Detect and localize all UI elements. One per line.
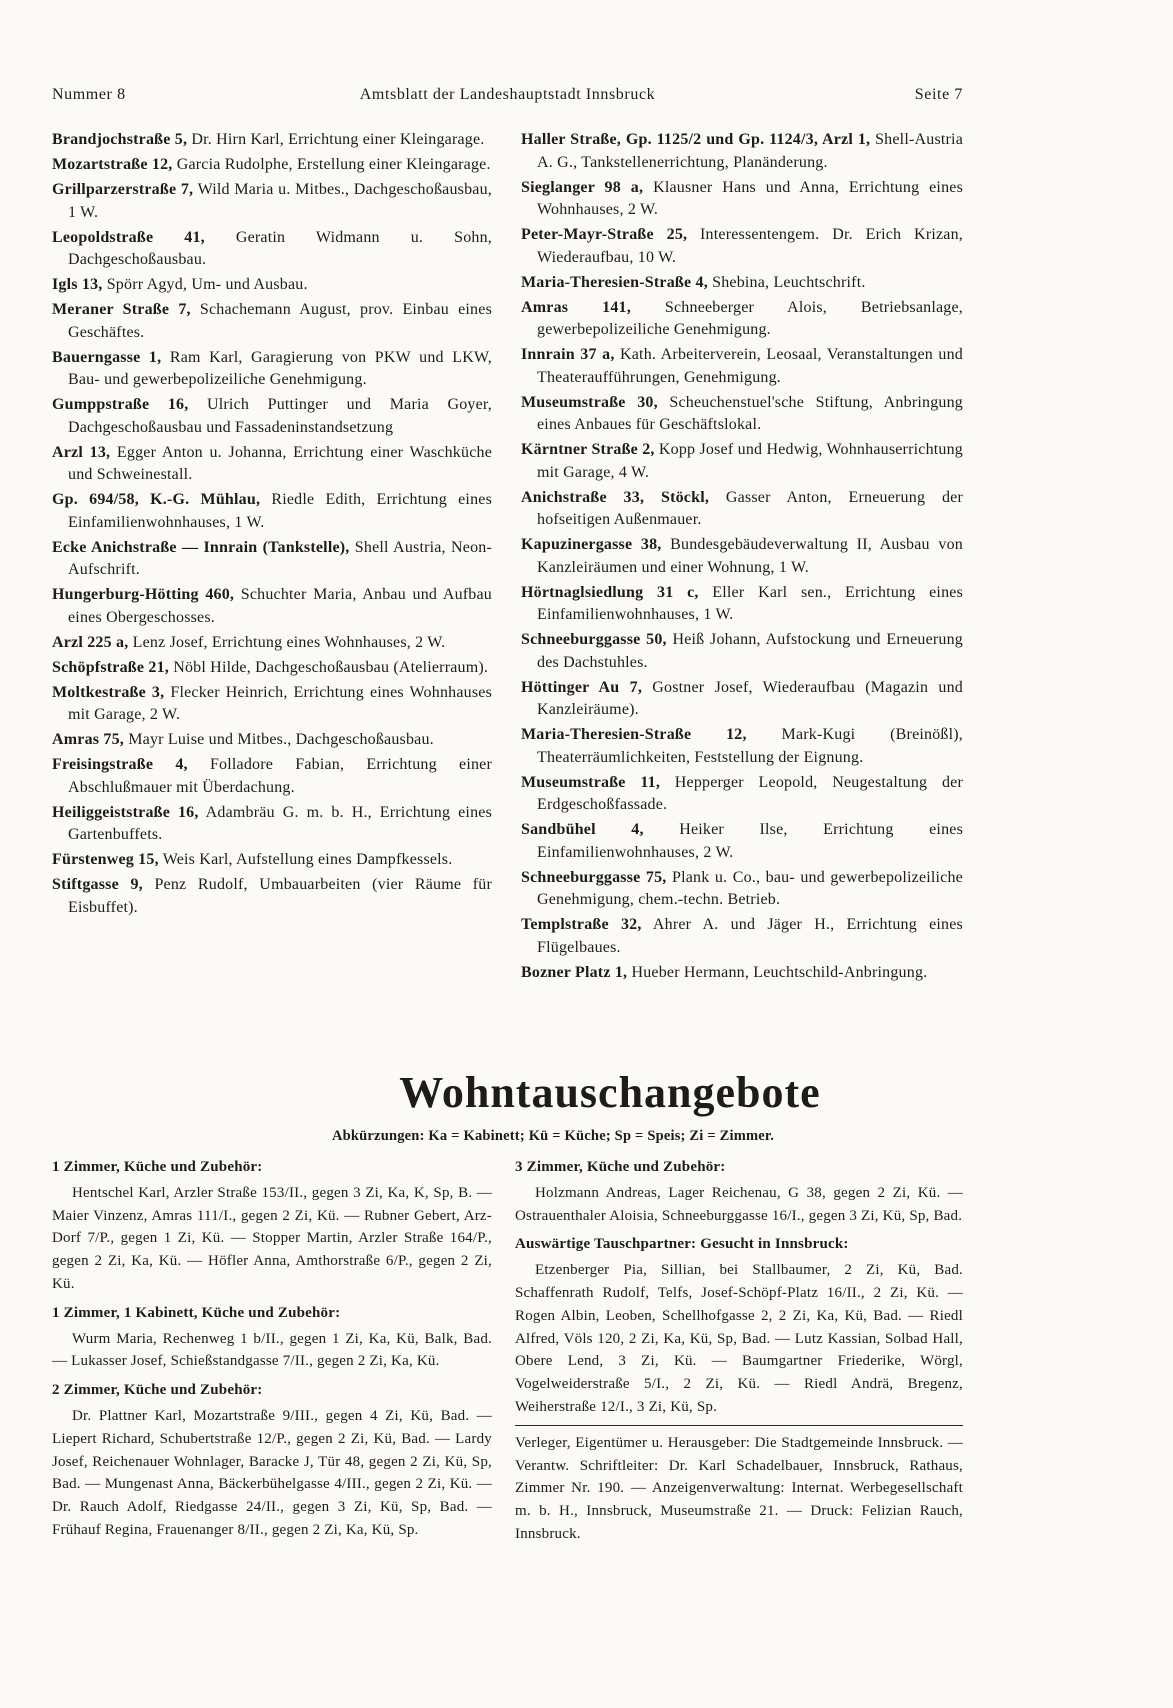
permit-entry	[521, 724, 963, 769]
permit-entry	[521, 677, 963, 722]
publication-title: Amtsblatt der Landeshauptstadt Innsbruck	[359, 86, 656, 103]
entry-description: Wild Maria u. Mitbes., Dachgeschoßausbau, 1 W.	[68, 181, 492, 221]
entry-description: Mark-Kugi (Breinößl), Theaterräumlichkeiten, Feststellung der Eignung.	[537, 726, 963, 766]
entry-location: Haller Straße, Gp. 1125/2 und Gp. 1124/3, Arzl 1,	[521, 131, 871, 148]
entry-location: Grillparzerstraße 7,	[52, 181, 194, 198]
entry-description: Adambräu G. m. b. H., Errichtung eines Gartenbuffets.	[68, 803, 493, 843]
entry-description: Penz Rudolf, Umbauarbeiten (vier Räume für Eisbuffet).	[68, 876, 493, 916]
permit-entry	[521, 629, 963, 674]
entry-description: Egger Anton u. Johanna, Errichtung einer Waschküche und Schweinestall.	[68, 443, 493, 483]
entry-location: Heiliggeiststraße 16,	[52, 803, 199, 821]
entry-location: Moltkestraße 3,	[52, 683, 165, 701]
page-number: Seite 7	[914, 86, 963, 103]
entry-description: Ram Karl, Garagierung von PKW und LKW, Bau- und gewerbepolizeiliche Genehmigung.	[68, 348, 493, 388]
permit-entry	[52, 442, 492, 487]
exchange-listing: Dr. Plattner Karl, Mozartstraße 9/III., gegen 4 Zi, Kü, Bad. — Liepert Richard, Schubertstraße 12/P., gegen 2 Zi, Kü, Bad. — Lardy Josef, Reichenauer Wohnlager, Baracke J, Tür 48, gegen 2 Zi, Kü, Sp, Bad. — Mungenast Anna, Bäckerbühelgasse 4/III., gegen 2 Zi, Kü. — Dr. Rauch Adolf, Riedgasse 24/II., gegen 3 Zi, Kü, Sp, Bad. — Frühauf Regina, Frauenanger 8/II., gegen 2 Zi, Ka, Kü, Sp.	[52, 1407, 492, 1538]
permit-entry	[52, 179, 492, 224]
entry-description: Kath. Arbeiterverein, Leosaal, Veranstaltungen und Theateraufführungen, Genehmigung.	[537, 346, 963, 386]
entry-location: Fürstenweg 15,	[52, 851, 159, 868]
entry-description: Gostner Josef, Wiederaufbau (Magazin und Kanzleiräume).	[537, 678, 963, 718]
entry-location: Peter-Mayr-Straße 25,	[521, 226, 688, 243]
exchange-listing: Etzenberger Pia, Sillian, bei Stallbaumer, 2 Zi, Kü, Bad. Schaffenrath Rudolf, Telfs, Josef-Schöpf-Platz 16/II., 2 Zi, Kü. — Rogen Albin, Leoben, Schellhofgasse 2, 2 Zi, Ka, Kü, Bad. — Riedl Alfred, Völs 120, 2 Zi, Ka, Kü, Sp, Bad. — Lutz Kassian, Solbad Hall, Obere Lend, 3 Zi, Kü. — Baumgartner Friederike, Wörgl, Vogelweiderstraße 5/I., 2 Zi, Kü. — Riedl Andrä, Bregenz, Weiherstraße 12/I., 3 Zi, Kü, Sp.	[515, 1262, 963, 1415]
imprint: Verleger, Eigentümer u. Herausgeber: Die Stadtgemeinde Innsbruck. — Verantw. Schriftleiter: Dr. Karl Schadelbauer, Innsbruck, Rathaus, Zimmer Nr. 190. — Anzeigenverwaltung: Internat. Werbegesellschaft m. b. H., Innsbruck, Museumstraße 21. — Druck: Felizian Rauch, Innsbruck.	[515, 1434, 963, 1542]
entry-location: Schöpfstraße 21,	[52, 658, 169, 676]
permit-entry	[52, 394, 492, 439]
exchange-listing: Holzmann Andreas, Lager Reichenau, G 38, gegen 2 Zi, Kü. — Ostrauenthaler Aloisia, Schneeburggasse 16/I., gegen 3 Zi, Kü, Sp, Bad.	[515, 1184, 963, 1224]
permit-entry	[521, 962, 963, 985]
entry-description: Kopp Josef und Hedwig, Wohnhauserrichtung mit Garage, 4 W.	[537, 441, 964, 481]
permit-entry	[52, 849, 492, 872]
entry-location: Templstraße 32,	[521, 916, 642, 933]
entry-location: Amras 141,	[521, 298, 631, 316]
entry-description: Ahrer A. und Jäger H., Errichtung eines Flügelbaues.	[537, 916, 963, 956]
entry-description: Flecker Heinrich, Errichtung eines Wohnhauses mit Garage, 2 W.	[68, 683, 493, 723]
exchange-heading: 1 Zimmer, Küche und Zubehör:	[52, 1159, 263, 1175]
entry-description: Garcia Rudolphe, Erstellung einer Kleingarage.	[176, 156, 491, 173]
entry-description: Heiß Johann, Aufstockung und Erneuerung des Dachstuhles.	[537, 631, 964, 671]
entry-description: Riedle Edith, Errichtung eines Einfamilienwohnhauses, 1 W.	[68, 491, 493, 531]
entry-description: Eller Karl sen., Errichtung eines Einfamilienwohnhauses, 1 W.	[537, 583, 963, 623]
entry-description: Klausner Hans und Anna, Errichtung eines Wohnhauses, 2 W.	[537, 178, 964, 218]
entry-location: Gp. 694/58, K.-G. Mühlau,	[52, 491, 261, 508]
entry-description: Ulrich Puttinger und Maria Goyer, Dachgeschoßausbau und Fassadeninstandsetzung	[68, 396, 493, 436]
entry-description: Folladore Fabian, Errichtung einer Abschlußmauer mit Überdachung.	[68, 756, 492, 796]
entry-location: Bozner Platz 1,	[521, 963, 628, 981]
permit-entry	[521, 129, 963, 174]
entry-description: Spörr Agyd, Um- und Ausbau.	[106, 276, 308, 293]
entry-location: Igls 13,	[52, 276, 103, 293]
entry-description: Mayr Luise und Mitbes., Dachgeschoßausbau.	[128, 731, 434, 748]
exchange-column-left	[52, 1156, 492, 1548]
entry-location: Ecke Anichstraße — Innrain (Tankstelle),	[52, 538, 350, 556]
entry-description: Schachemann August, prov. Einbau eines Geschäftes.	[68, 301, 492, 341]
permit-entry	[52, 584, 492, 629]
entry-description: Lenz Josef, Errichtung eines Wohnhauses, 2 W.	[132, 633, 446, 651]
entry-description: Hueber Hermann, Leuchtschild-Anbringung.	[631, 963, 928, 981]
permit-entry	[521, 867, 963, 912]
entry-description: Schneeberger Alois, Betriebsanlage, gewerbepolizeiliche Genehmigung.	[537, 298, 963, 338]
entry-location: Hörtnaglsiedlung 31 c,	[521, 583, 699, 601]
entry-location: Anichstraße 33, Stöckl,	[521, 488, 710, 506]
permit-entry	[521, 439, 963, 484]
entry-location: Leopoldstraße 41,	[52, 228, 205, 246]
entry-location: Freisingstraße 4,	[52, 756, 188, 773]
permits-column-right	[521, 129, 963, 987]
entry-description: Gasser Anton, Erneuerung der hofseitigen Außenmauer.	[537, 488, 963, 528]
exchange-heading: 3 Zimmer, Küche und Zubehör:	[515, 1159, 726, 1175]
permit-entry	[52, 489, 492, 534]
permit-entry	[52, 657, 492, 680]
exchange-listing: Wurm Maria, Rechenweg 1 b/II., gegen 1 Zi, Ka, Kü, Balk, Bad. — Lukasser Josef, Schießstandgasse 7/II., gegen 2 Zi, Ka, Kü.	[52, 1330, 492, 1370]
entry-location: Museumstraße 30,	[521, 393, 658, 411]
entry-location: Mozartstraße 12,	[52, 156, 173, 173]
entry-location: Höttinger Au 7,	[521, 678, 643, 696]
permit-entry	[52, 274, 492, 297]
entry-location: Maria-Theresien-Straße 4,	[521, 273, 708, 291]
entry-location: Gumppstraße 16,	[52, 396, 189, 413]
entry-description: Scheuchenstuel'sche Stiftung, Anbringung eines Anbaues für Geschäftslokal.	[537, 393, 963, 433]
entry-description: Plank u. Co., bau- und gewerbepolizeiliche Genehmigung, chem.-techn. Betrieb.	[537, 868, 963, 908]
entry-location: Hungerburg-Hötting 460,	[52, 586, 235, 603]
section-title: Wohntauschangebote	[399, 1068, 821, 1117]
permit-entry	[52, 347, 492, 392]
permit-entry	[52, 632, 492, 655]
entry-location: Meraner Straße 7,	[52, 301, 191, 318]
entry-location: Maria-Theresien-Straße 12,	[521, 726, 747, 743]
exchange-heading: 2 Zimmer, Küche und Zubehör:	[52, 1382, 263, 1399]
entry-description: Weis Karl, Aufstellung eines Dampfkessels.	[162, 851, 453, 868]
entry-location: Schneeburggasse 50,	[521, 631, 667, 648]
exchange-heading: Auswärtige Tauschpartner: Gesucht in Innsbruck:	[515, 1236, 849, 1253]
entry-description: Shebina, Leuchtschrift.	[712, 273, 866, 291]
entry-location: Sandbühel 4,	[521, 821, 644, 838]
permit-entry	[521, 914, 963, 959]
entry-location: Arzl 13,	[52, 443, 111, 461]
permit-entry	[52, 802, 492, 847]
entry-description: Hepperger Leopold, Neugestaltung der Erdgeschoßfassade.	[537, 773, 963, 813]
permit-entry	[52, 299, 492, 344]
exchange-column-right	[515, 1156, 963, 1546]
entry-location: Kärntner Straße 2,	[521, 441, 655, 458]
entry-description: Bundesgebäudeverwaltung II, Ausbau von Kanzleiräumen und einer Wohnung, 1 W.	[537, 536, 963, 576]
entry-description: Schuchter Maria, Anbau und Aufbau eines Obergeschosses.	[68, 586, 493, 626]
abbreviations-legend: Abkürzungen: Ka = Kabinett; Kü = Küche; Sp = Speis; Zi = Zimmer.	[331, 1128, 775, 1144]
permit-entry	[52, 682, 492, 727]
permit-entry	[521, 487, 963, 532]
permit-entry	[521, 819, 963, 864]
issue-number: Nummer 8	[52, 86, 126, 103]
entry-location: Innrain 37 a,	[521, 346, 615, 363]
divider	[515, 1425, 963, 1426]
entry-description: Geratin Widmann u. Sohn, Dachgeschoßausbau.	[68, 228, 493, 268]
permits-column-left	[52, 129, 492, 922]
permit-entry	[52, 874, 492, 919]
entry-location: Bauerngasse 1,	[52, 348, 162, 366]
entry-location: Museumstraße 11,	[521, 773, 661, 791]
entry-location: Arzl 225 a,	[52, 633, 129, 651]
permit-entry	[52, 227, 492, 272]
permit-entry	[521, 772, 963, 817]
permit-entry	[52, 537, 492, 582]
page-header	[52, 84, 963, 108]
permit-entry	[521, 297, 963, 342]
permit-entry	[52, 129, 492, 152]
permit-entry	[521, 534, 963, 579]
entry-location: Kapuzinergasse 38,	[521, 536, 662, 553]
exchange-listing: Hentschel Karl, Arzler Straße 153/II., gegen 3 Zi, Ka, K, Sp, B. — Maier Vinzenz, Amras 111/I., gegen 2 Zi, Kü. — Rubner Gebert, Arz-Dorf 7/P., gegen 1 Zi, Kü. — Stopper Martin, Arzler Straße 164/P., gegen 2 Zi, Ka, Kü. — Höfler Anna, Amthorstraße 6/P., gegen 2 Zi, Kü.	[52, 1184, 492, 1292]
permit-entry	[521, 224, 963, 269]
exchange-heading: 1 Zimmer, 1 Kabinett, Küche und Zubehör:	[52, 1304, 341, 1321]
permit-entry	[52, 154, 492, 177]
permit-entry	[521, 582, 963, 627]
entry-description: Heiker Ilse, Errichtung eines Einfamilienwohnhauses, 2 W.	[537, 821, 963, 861]
entry-description: Dr. Hirn Karl, Errichtung einer Kleingarage.	[191, 131, 485, 148]
permit-entry	[521, 392, 963, 437]
entry-description: Nöbl Hilde, Dachgeschoßausbau (Atelierraum).	[173, 658, 489, 676]
permit-entry	[521, 177, 963, 222]
permit-entry	[52, 729, 492, 752]
permit-entry	[521, 344, 963, 389]
entry-description: Shell-Austria A. G., Tankstellenerrichtung, Planänderung.	[537, 131, 963, 171]
permit-entry	[52, 754, 492, 799]
entry-location: Brandjochstraße 5,	[52, 131, 188, 148]
entry-location: Amras 75,	[52, 731, 125, 748]
entry-location: Stiftgasse 9,	[52, 876, 143, 893]
entry-location: Schneeburggasse 75,	[521, 868, 667, 886]
permit-entry	[521, 272, 963, 295]
entry-location: Sieglanger 98 a,	[521, 178, 644, 196]
entry-description: Interessentengem. Dr. Erich Krizan, Wiederaufbau, 10 W.	[537, 226, 963, 266]
entry-description: Shell Austria, Neon-Aufschrift.	[68, 538, 493, 578]
